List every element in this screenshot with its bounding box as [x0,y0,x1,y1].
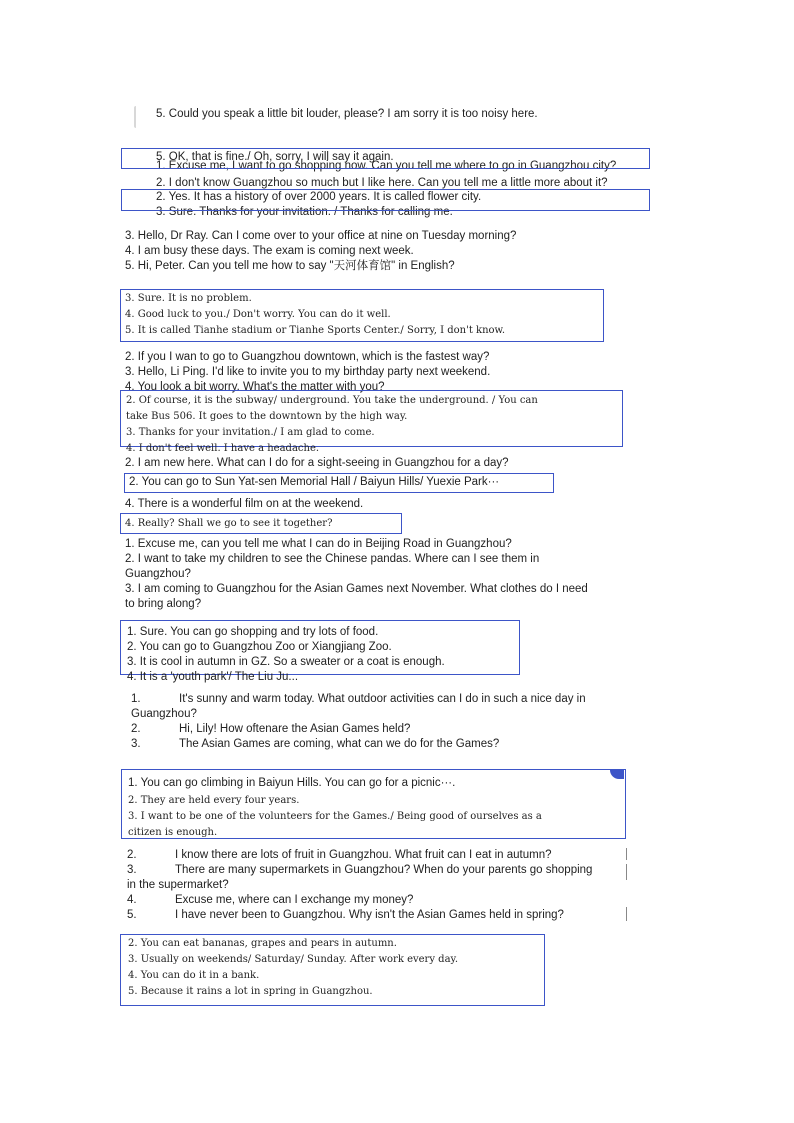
answer-line: 3. Sure. It is no problem. [125,293,252,304]
answer-box [124,473,554,493]
question-text: There are many supermarkets in Guangzhou? When do your parents go shopping [175,864,593,876]
answer-box [120,390,623,454]
answer-line: 4. You can do it in a bank. [128,970,260,981]
answer-line: 4. Really? Shall we go to see it together? [125,518,333,529]
answer-line: citizen is enough. [128,827,218,838]
answer-line: 4. Good luck to you./ Don't worry. You can do it well. [125,309,391,320]
question-text: Hi, Lily! How oftenare the Asian Games held? [179,723,411,735]
question-number: 5. [127,909,137,921]
question-text: It's sunny and warm today. What outdoor activities can I do in such a nice day in [179,693,586,705]
question-line: 5. Could you speak a little bit louder, please? I am sorry it is too noisy here. [156,108,538,120]
question-line [127,848,552,863]
answer-line: 2. Yes. It has a history of over 2000 years. It is called flower city. [156,191,482,203]
question-line: 4. There is a wonderful film on at the weekend. [125,498,364,510]
question-number: 2. [127,849,137,861]
question-line [131,692,586,707]
question-text: in the supermarket? [127,879,229,891]
question-line: 5. Hi, Peter. Can you tell me how to say "天河体育馆" in English? [125,260,455,272]
answer-line: 2. You can eat bananas, grapes and pears in autumn. [128,938,397,949]
question-line: 3. I am coming to Guangzhou for the Asian Games next November. What clothes do I need [125,583,588,595]
question-line: 1. Excuse me, I want to go shopping now. Can you tell me where to go in Guangzhou city? [156,160,617,172]
overlap-fragment [125,381,525,393]
question-text: I know there are lots of fruit in Guangzhou. What fruit can I eat in autumn? [175,849,552,861]
scan-bracket [134,106,139,128]
answer-line: 5. It is called Tianhe stadium or Tianhe Sports Center./ Sorry, I don't know. [125,325,506,336]
answer-box [120,620,520,683]
answer-line: 4. I don't feel well. I have a headache. [126,443,320,454]
question-line: 2. I am new here. What can I do for a sight-seeing in Guangzhou for a day? [125,457,509,469]
answer-line: 5. Because it rains a lot in spring in Guangzhou. [128,986,373,997]
question-line [127,863,592,878]
question-line: 3. Hello, Li Ping. I'd like to invite you to my birthday party next weekend. [125,366,491,378]
answer-line: 3. Sure. Thanks for your invitation. / Thanks for calling me. [156,206,453,218]
answer-box [120,934,545,1006]
answer-line: 1. Sure. You can go shopping and try lots of food. [127,626,379,638]
question-number: 3. [131,738,141,750]
question-line [127,908,564,923]
question-line: 2. I don't know Guangzhou so much but I like here. Can you tell me a little more about it? [156,177,608,189]
answer-box [121,148,650,169]
question-line [127,878,229,893]
margin-bar [626,864,627,880]
answer-line: take Bus 506. It goes to the downtown by the high way. [126,411,408,422]
question-number: 1. [131,693,141,705]
question-line [131,722,410,737]
question-line [131,737,499,752]
question-text: I have never been to Guangzhou. Why isn't the Asian Games held in spring? [175,909,564,921]
answer-box [121,189,650,211]
question-line: 1. Excuse me, can you tell me what I can do in Beijing Road in Guangzhou? [125,538,512,550]
question-text: Excuse me, where can I exchange my money? [175,894,414,906]
question-text: Guangzhou? [131,708,197,720]
margin-bar [626,848,627,860]
answer-line: 2. You can go to Sun Yat-sen Memorial Hall / Baiyun Hills/ Yuexie Park··· [129,476,500,488]
answer-line: 3. It is cool in autumn in GZ. So a sweater or a coat is enough. [127,656,445,668]
answer-line: 3. Thanks for your invitation./ I am glad to come. [126,427,375,438]
answer-box [121,769,626,839]
question-line: 3. Hello, Dr Ray. Can I come over to your office at nine on Tuesday morning? [125,230,517,242]
answer-line: 3. I want to be one of the volunteers for the Games./ Being good of ourselves as a [128,811,542,822]
question-line: Guangzhou? [125,568,191,580]
question-text: The Asian Games are coming, what can we do for the Games? [179,738,500,750]
question-line: to bring along? [125,598,202,610]
question-number: 2. [131,723,141,735]
answer-line: 1. You can go climbing in Baiyun Hills. You can go for a picnic···. [128,777,456,789]
margin-bar [626,907,627,921]
question-line: 2. If you I wan to go to Guangzhou downtown, which is the fastest way? [125,351,490,363]
answer-line: 5. OK, that is fine./ Oh, sorry. I will say it again. [156,151,394,163]
question-line: 4. I am busy these days. The exam is coming next week. [125,245,414,257]
answer-line: 3. Usually on weekends/ Saturday/ Sunday. After work every day. [128,954,459,965]
answer-line: 2. They are held every four years. [128,795,300,806]
answer-line: 4. It is a 'youth park'/ The Liu Ju... [127,671,299,683]
answer-box [120,289,604,342]
question-line: 2. I want to take my children to see the Chinese pandas. Where can I see them in [125,553,540,565]
question-line [131,707,197,722]
question-number: 4. [127,894,137,906]
question-line [127,893,413,908]
answer-line: 2. You can go to Guangzhou Zoo or Xiangjiang Zoo. [127,641,392,653]
answer-line: 2. Of course, it is the subway/ underground. You take the underground. / You can [126,395,538,406]
question-line: 4. You look a bit worry. What's the matter with you? [125,381,385,393]
question-number: 3. [127,864,137,876]
answer-box [120,513,402,534]
